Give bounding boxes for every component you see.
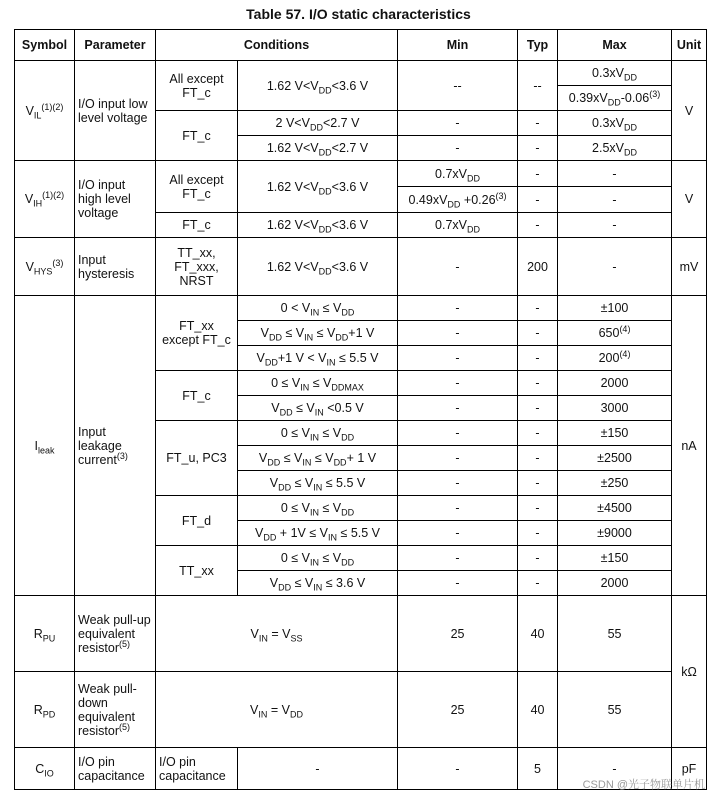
max-value: - xyxy=(558,748,672,790)
symbol-vhys: $V_{HYS}^{(3)}$ xyxy=(15,238,75,296)
min-value: - xyxy=(398,496,518,521)
max-value: 2000 xyxy=(558,371,672,396)
cond-range: 2 $V<V_{DD}<2.7$ V xyxy=(238,111,398,136)
max-value: ±9000 xyxy=(558,521,672,546)
typ-value: - xyxy=(518,321,558,346)
min-value: - xyxy=(398,136,518,161)
cond-range: 1.62 $V<V_{DD}<3.6$ V xyxy=(238,213,398,238)
cond-range: - xyxy=(238,748,398,790)
min-value: - xyxy=(398,346,518,371)
max-value: ±150 xyxy=(558,546,672,571)
header-max: Max xyxy=(558,30,672,61)
max-value: $0.3xV_{DD}$ xyxy=(558,61,672,86)
typ-value: - xyxy=(518,346,558,371)
cond-group: TT_xx xyxy=(156,546,238,596)
cond-group: FT_u, PC3 xyxy=(156,421,238,496)
table-row xyxy=(15,296,707,321)
table-row xyxy=(15,672,707,748)
min-value: - xyxy=(398,371,518,396)
max-value: ±250 xyxy=(558,471,672,496)
table-title: Table 57. I/O static characteristics xyxy=(246,6,471,22)
header-symbol: Symbol xyxy=(15,30,75,61)
param-vil: I/O input low level voltage xyxy=(75,61,156,161)
symbol-rpd: $R_{PD}$ xyxy=(15,672,75,748)
max-value: 650$^{(4)}$ xyxy=(558,321,672,346)
min-value: - xyxy=(398,521,518,546)
typ-value: - xyxy=(518,136,558,161)
symbol-cio: $C_{IO}$ xyxy=(15,748,75,790)
typ-value: 40 xyxy=(518,596,558,672)
typ-value: - xyxy=(518,546,558,571)
symbol-vih: $V_{IH}^{(1)(2)}$ xyxy=(15,161,75,238)
param-vih: I/O input high level voltage xyxy=(75,161,156,238)
cond-group: FT_c xyxy=(156,111,238,161)
min-value: 25 xyxy=(398,672,518,748)
min-value: $0.7xV_{DD}$ xyxy=(398,213,518,238)
unit-pf: pF xyxy=(672,748,707,790)
cond-range: $V_{DD}+1$ $V < V_{IN} \le 5.5$ V xyxy=(238,346,398,371)
max-value: 3000 xyxy=(558,396,672,421)
max-value: 55 xyxy=(558,596,672,672)
typ-value: 200 xyxy=(518,238,558,296)
param-cio: I/O pin capacitance xyxy=(75,748,156,790)
cond-group: FT_d xyxy=(156,496,238,546)
cond-range: 1.62 $V<V_{DD}<3.6$ V xyxy=(238,161,398,213)
cond-range: 1.62 $V<V_{DD}<3.6$ V xyxy=(238,238,398,296)
cond-range: 1.62 $V<V_{DD}<2.7$ V xyxy=(238,136,398,161)
typ-value: - xyxy=(518,111,558,136)
typ-value: - xyxy=(518,571,558,596)
max-value: - xyxy=(558,213,672,238)
cond-group: FT_c xyxy=(156,371,238,421)
max-value: $2.5xV_{DD}$ xyxy=(558,136,672,161)
unit-na: nA xyxy=(672,296,707,596)
param-rpd: Weak pull-down equivalent resistor$^{(5)}$ xyxy=(75,672,156,748)
min-value: - xyxy=(398,446,518,471)
table-row xyxy=(15,596,707,672)
max-value: ±100 xyxy=(558,296,672,321)
typ-value: - xyxy=(518,187,558,213)
param-ileak: Input leakage current$^{(3)}$ xyxy=(75,296,156,596)
header-row xyxy=(15,30,707,61)
max-value: ±2500 xyxy=(558,446,672,471)
table-row xyxy=(15,238,707,296)
typ-value: - xyxy=(518,213,558,238)
max-value: ±150 xyxy=(558,421,672,446)
cond-range: $0 < V_{IN} \le V_{DD}$ xyxy=(238,296,398,321)
min-value: 25 xyxy=(398,596,518,672)
symbol-vil: $V_{IL}^{(1)(2)}$ xyxy=(15,61,75,161)
max-value: - xyxy=(558,161,672,187)
symbol-rpu: $R_{PU}$ xyxy=(15,596,75,672)
typ-value: - xyxy=(518,496,558,521)
io-static-characteristics-table xyxy=(14,29,707,790)
min-value: -- xyxy=(398,61,518,111)
unit-v: V xyxy=(672,161,707,238)
typ-value: - xyxy=(518,521,558,546)
typ-value: - xyxy=(518,161,558,187)
min-value: - xyxy=(398,111,518,136)
cond-range: $0 \le V_{IN} \le V_{DD}$ xyxy=(238,421,398,446)
min-value: - xyxy=(398,321,518,346)
max-value: 55 xyxy=(558,672,672,748)
min-value: - xyxy=(398,396,518,421)
typ-value: - xyxy=(518,421,558,446)
cond-group: FT_xx except FT_c xyxy=(156,296,238,371)
typ-value: - xyxy=(518,371,558,396)
typ-value: - xyxy=(518,296,558,321)
cond-range: $V_{DD} \le V_{IN} <0.5$ V xyxy=(238,396,398,421)
typ-value: 40 xyxy=(518,672,558,748)
min-value: - xyxy=(398,471,518,496)
cond-range: $V_{DD} \le V_{IN} \le 3.6$ V xyxy=(238,571,398,596)
table-row xyxy=(15,161,707,187)
typ-value: - xyxy=(518,446,558,471)
cond-range: $0 \le V_{IN} \le V_{DD}$ xyxy=(238,546,398,571)
cond-range: $V_{DD} \le V_{IN} \le 5.5$ V xyxy=(238,471,398,496)
param-rpu: Weak pull-up equivalent resistor$^{(5)}$ xyxy=(75,596,156,672)
symbol-ileak: $I_{leak}$ xyxy=(15,296,75,596)
max-value: $0.39xV_{DD}-0.06^{(3)}$ xyxy=(558,86,672,111)
cond-range: $0 \le V_{IN} \le V_{DD}$ xyxy=(238,496,398,521)
header-min: Min xyxy=(398,30,518,61)
unit-kohm: kΩ xyxy=(672,596,707,748)
min-value: - xyxy=(398,546,518,571)
min-value: $0.7xV_{DD}$ xyxy=(398,161,518,187)
max-value: - xyxy=(558,187,672,213)
cond-group: All except FT_c xyxy=(156,61,238,111)
cond-range: $V_{DD} \le V_{IN} \le V_{DD}+1$ V xyxy=(238,321,398,346)
param-vhys: Input hysteresis xyxy=(75,238,156,296)
header-parameter: Parameter xyxy=(75,30,156,61)
min-value: - xyxy=(398,571,518,596)
cond-group: TT_xx, FT_xxx, NRST xyxy=(156,238,238,296)
min-value: - xyxy=(398,748,518,790)
min-value: - xyxy=(398,238,518,296)
typ-value: - xyxy=(518,396,558,421)
header-conditions: Conditions xyxy=(156,30,398,61)
min-value: - xyxy=(398,296,518,321)
min-value: $0.49xV_{DD} +0.26^{(3)}$ xyxy=(398,187,518,213)
cond-group: All except FT_c xyxy=(156,161,238,213)
unit-v: V xyxy=(672,61,707,161)
max-value: - xyxy=(558,238,672,296)
typ-value: -- xyxy=(518,61,558,111)
max-value: $0.3xV_{DD}$ xyxy=(558,111,672,136)
cond-range: 1.62 $V<V_{DD}<3.6$ V xyxy=(238,61,398,111)
header-unit: Unit xyxy=(672,30,707,61)
cond-range: $V_{DD} + 1V \le V_{IN} \le 5.5$ V xyxy=(238,521,398,546)
cond-range: $0 \le V_{IN} \le V_{DDMAX}$ xyxy=(238,371,398,396)
max-value: 2000 xyxy=(558,571,672,596)
header-typ: Typ xyxy=(518,30,558,61)
cond-range: $V_{IN} = V_{DD}$ xyxy=(156,672,398,748)
max-value: 200$^{(4)}$ xyxy=(558,346,672,371)
cond-range: $V_{IN} = V_{SS}$ xyxy=(156,596,398,672)
watermark: CSDN @光子物联单片机 xyxy=(582,779,705,791)
cond-group: I/O pin capacitance xyxy=(156,748,238,790)
typ-value: 5 xyxy=(518,748,558,790)
max-value: ±4500 xyxy=(558,496,672,521)
cond-range: $V_{DD} \le V_{IN} \le V_{DD}+ 1$ V xyxy=(238,446,398,471)
cond-group: FT_c xyxy=(156,213,238,238)
table-row xyxy=(15,61,707,86)
unit-mv: mV xyxy=(672,238,707,296)
min-value: - xyxy=(398,421,518,446)
typ-value: - xyxy=(518,471,558,496)
